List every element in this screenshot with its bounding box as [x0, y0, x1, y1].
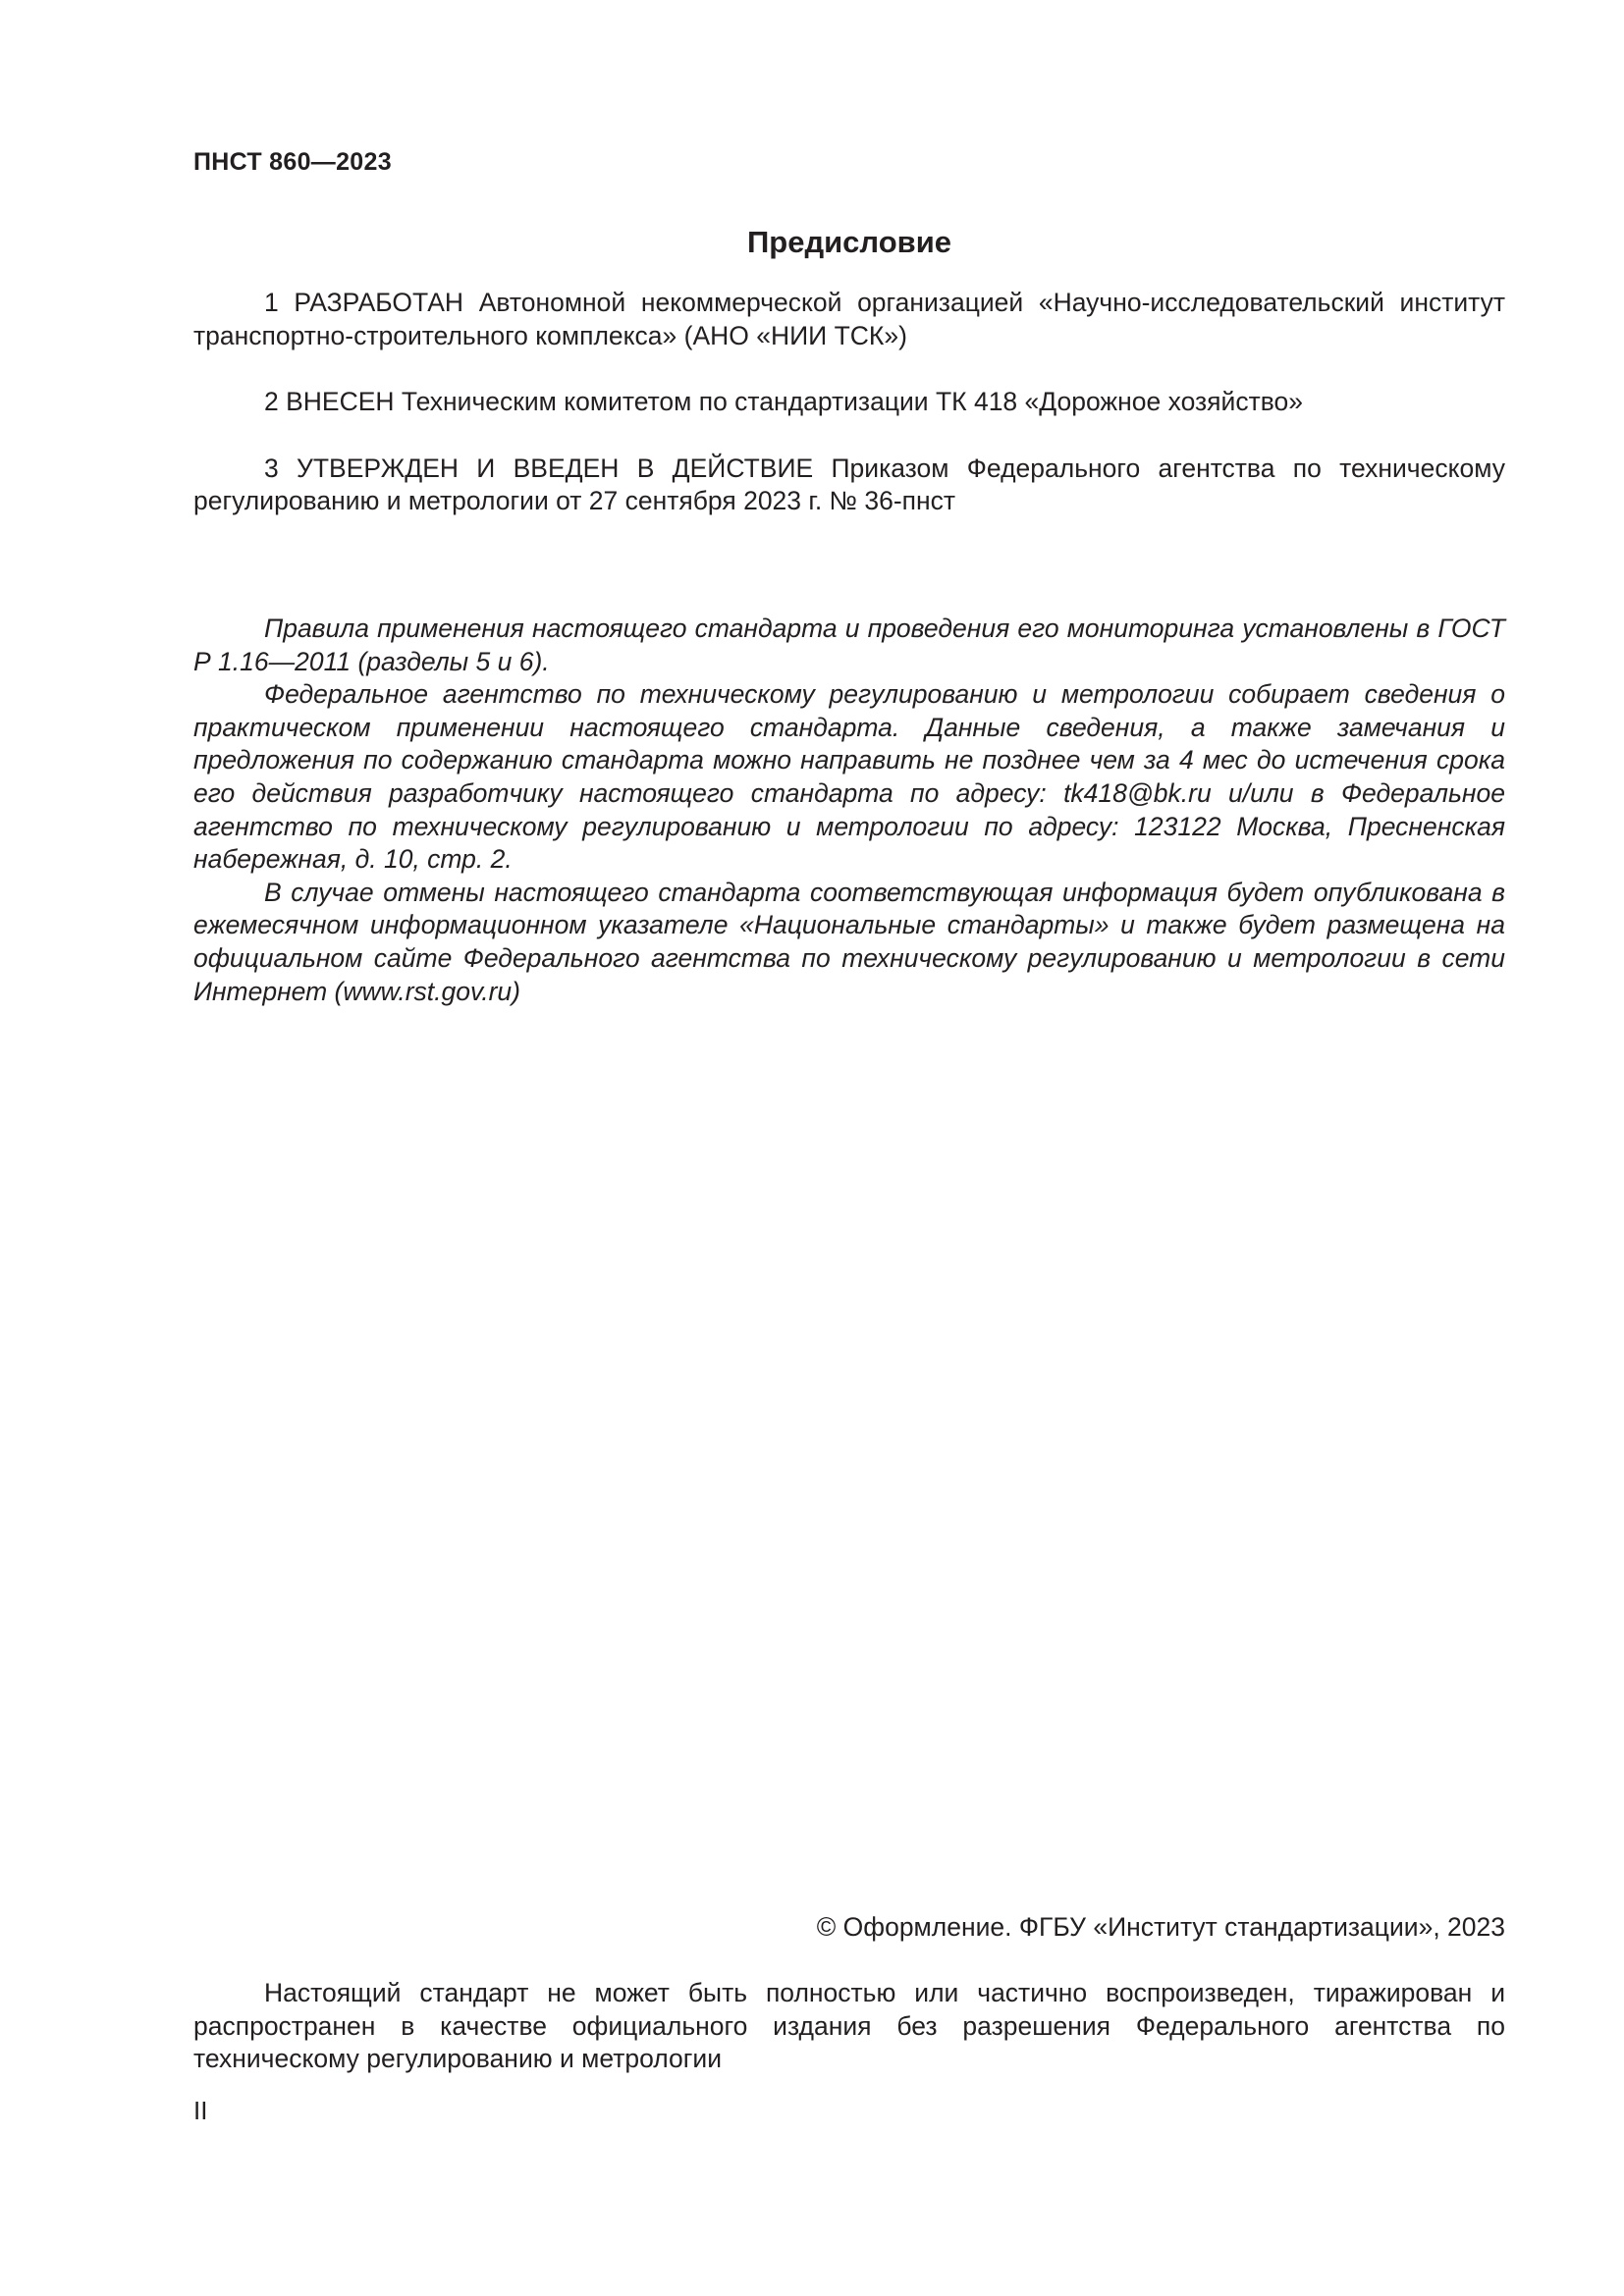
foreword-item-2: 2 ВНЕСЕН Техническим комитетом по стандартизации ТК 418 «Дорожное хозяйство»	[264, 387, 1303, 416]
foreword-item-3: 3 УТВЕРЖДЕН И ВВЕДЕН В ДЕЙСТВИЕ Приказом Федерального агентства по техническому регулированию и метрологии от 27 сентября 2023 г. № 36-пнст	[193, 453, 1505, 515]
document-code: ПНСТ 860—2023	[193, 148, 392, 176]
page-number: II	[193, 2096, 208, 2125]
note-rules: Правила применения настоящего стандарта и проведения его мониторинга установлены в ГОСТ Р 1.16—2011 (разделы 5 и 6).	[193, 614, 1505, 676]
section-title: Предисловие	[746, 225, 951, 259]
note-feedback: Федеральное агентство по техническому регулированию и метрологии собирает сведения о практическом применении настоящего стандарта. Данные сведения, а также замечания и предложения по содержанию стандарта можно направить не позднее чем за 4 мес до истечения срока его действия разработчику настоящего стандарта по адресу: tk418@bk.ru и/или в Федеральное агентство по техническому регулированию и метрологии по адресу: 123122 Москва, Пресненская набережная, д. 10, стр. 2.	[193, 679, 1505, 875]
foreword-item-1: 1 РАЗРАБОТАН Автономной некоммерческой организацией «Научно-исследовательский институт транспортно-строительного комплекса» (АНО «НИИ ТСК»)	[193, 288, 1505, 350]
note-cancellation: В случае отмены настоящего стандарта соответствующая информация будет опубликована в ежемесячном информационном указателе «Национальные стандарты» и также будет размещена на официальном сайте Федерального агентства по техническому регулированию и метрологии в сети Интернет (www.rst.gov.ru)	[193, 877, 1505, 1006]
reproduction-notice-text: Настоящий стандарт не может быть полностью или частично воспроизведен, тиражирован и распространен в качестве официального издания без разрешения Федерального агентства по техническому регулированию и метрологии	[193, 1978, 1505, 2073]
reproduction-notice	[193, 1977, 1505, 2076]
copyright-line: © Оформление. ФГБУ «Институт стандартизации», 2023	[816, 1912, 1505, 1942]
foreword-items	[193, 287, 1505, 518]
application-notes	[193, 613, 1505, 1008]
